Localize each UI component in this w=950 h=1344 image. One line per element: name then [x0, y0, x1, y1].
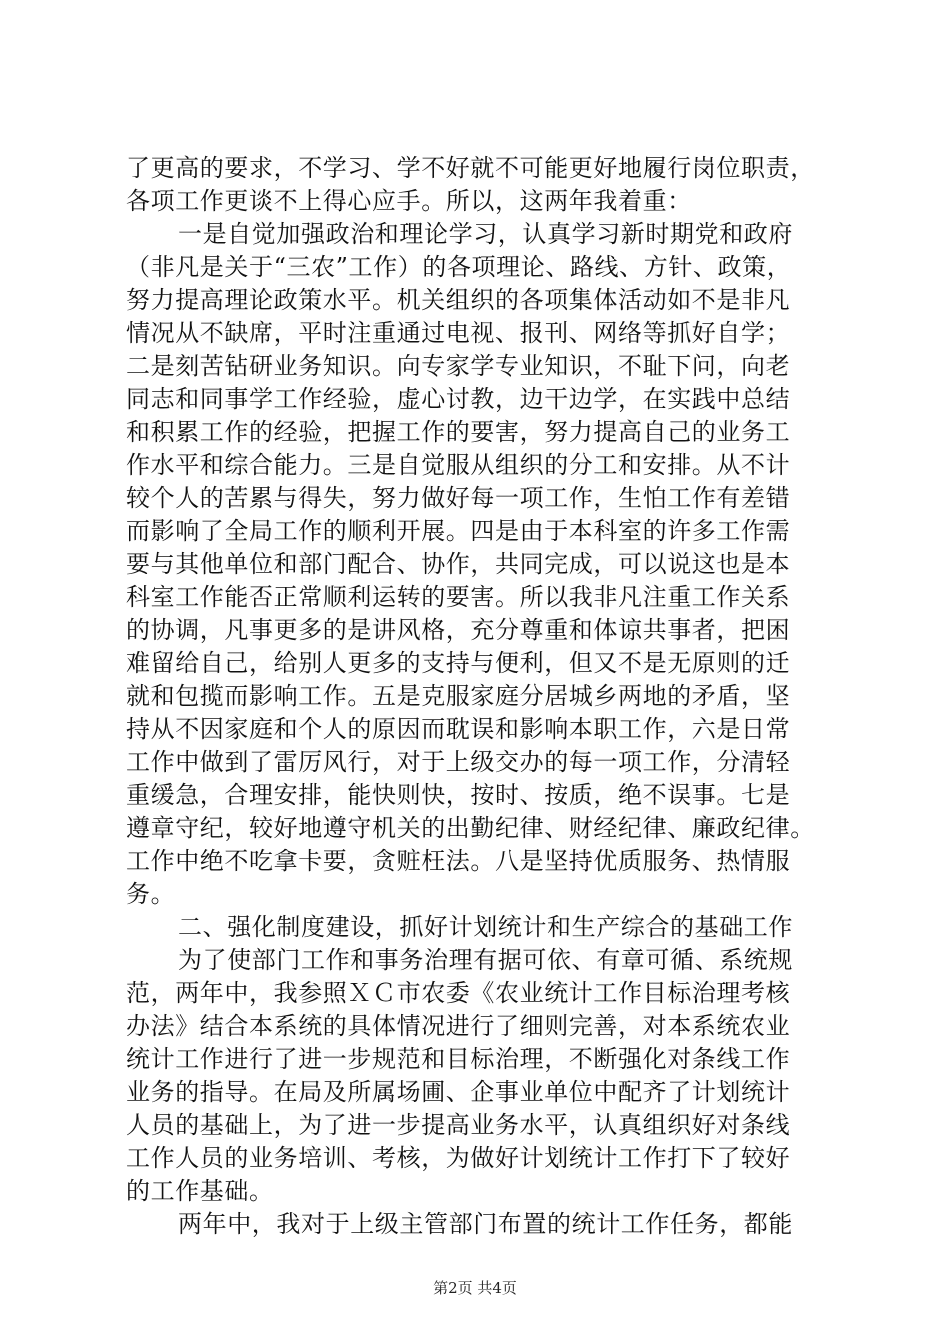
- text-line: 遵章守纪，较好地遵守机关的出勤纪律、财经纪律、廉政纪律。: [126, 814, 815, 842]
- text-line: 办法》结合本系统的具体情况进行了细则完善，对本系统农业: [126, 1012, 791, 1040]
- text-line: 二、强化制度建设，抓好计划统计和生产综合的基础工作: [178, 913, 793, 941]
- text-line: 的协调，凡事更多的是讲风格，充分尊重和体谅共事者，把困: [126, 616, 791, 644]
- text-line: 业务的指导。在局及所属场圃、企事业单位中配齐了计划统计: [126, 1078, 791, 1106]
- text-line: 人员的基础上，为了进一步提高业务水平，认真组织好对条线: [126, 1111, 791, 1139]
- text-line: 和积累工作的经验，把握工作的要害，努力提高自己的业务工: [126, 418, 791, 446]
- text-line: 工作中做到了雷厉风行，对于上级交办的每一项工作，分清轻: [126, 748, 791, 776]
- text-line: 持从不因家庭和个人的原因而耽误和影响本职工作，六是日常: [126, 715, 791, 743]
- text-line: 的工作基础。: [126, 1177, 274, 1205]
- text-line: 二是刻苦钻研业务知识。向专家学专业知识，不耻下问，向老: [126, 352, 791, 380]
- text-line: 而影响了全局工作的顺利开展。四是由于本科室的许多工作需: [126, 517, 791, 545]
- text-line: 两年中，我对于上级主管部门布置的统计工作任务，都能: [178, 1210, 793, 1238]
- text-line: 为了使部门工作和事务治理有据可依、有章可循、系统规: [178, 946, 793, 974]
- document-body: [126, 152, 846, 1241]
- text-line: 较个人的苦累与得失，努力做好每一项工作，生怕工作有差错: [126, 484, 791, 512]
- text-line: 重缓急，合理安排，能快则快，按时、按质，绝不误事。七是: [126, 781, 791, 809]
- text-line: 务。: [126, 880, 176, 908]
- text-line: 科室工作能否正常顺利运转的要害。所以我非凡注重工作关系: [126, 583, 791, 611]
- text-line: 范，两年中，我参照ＸＣ市农委《农业统计工作目标治理考核: [126, 979, 791, 1007]
- page-footer: 第2页 共4页: [433, 1279, 517, 1297]
- text-line: 作水平和综合能力。三是自觉服从组织的分工和安排。从不计: [126, 451, 791, 479]
- text-line: 工作中绝不吃拿卡要，贪赃枉法。八是坚持优质服务、热情服: [126, 847, 791, 875]
- text-line: 统计工作进行了进一步规范和目标治理，不断强化对条线工作: [126, 1045, 791, 1073]
- text-line: 了更高的要求，不学习、学不好就不可能更好地履行岗位职责，: [126, 154, 815, 182]
- text-line: 一是自觉加强政治和理论学习，认真学习新时期党和政府: [178, 220, 793, 248]
- text-line: 工作人员的业务培训、考核，为做好计划统计工作打下了较好: [126, 1144, 791, 1172]
- text-line: 就和包揽而影响工作。五是克服家庭分居城乡两地的矛盾，坚: [126, 682, 791, 710]
- text-line: 情况从不缺席，平时注重通过电视、报刊、网络等抓好自学；: [126, 319, 791, 347]
- text-line: 难留给自己，给别人更多的支持与便利，但又不是无原则的迁: [126, 649, 791, 677]
- text-line: 各项工作更谈不上得心应手。所以，这两年我着重：: [126, 187, 692, 215]
- text-line: 同志和同事学工作经验，虚心讨教，边干边学，在实践中总结: [126, 385, 791, 413]
- text-line: （非凡是关于“三农”工作）的各项理论、路线、方针、政策，: [126, 253, 792, 281]
- text-line: 努力提高理论政策水平。机关组织的各项集体活动如不是非凡: [126, 286, 791, 314]
- text-line: 要与其他单位和部门配合、协作，共同完成，可以说这也是本: [126, 550, 791, 578]
